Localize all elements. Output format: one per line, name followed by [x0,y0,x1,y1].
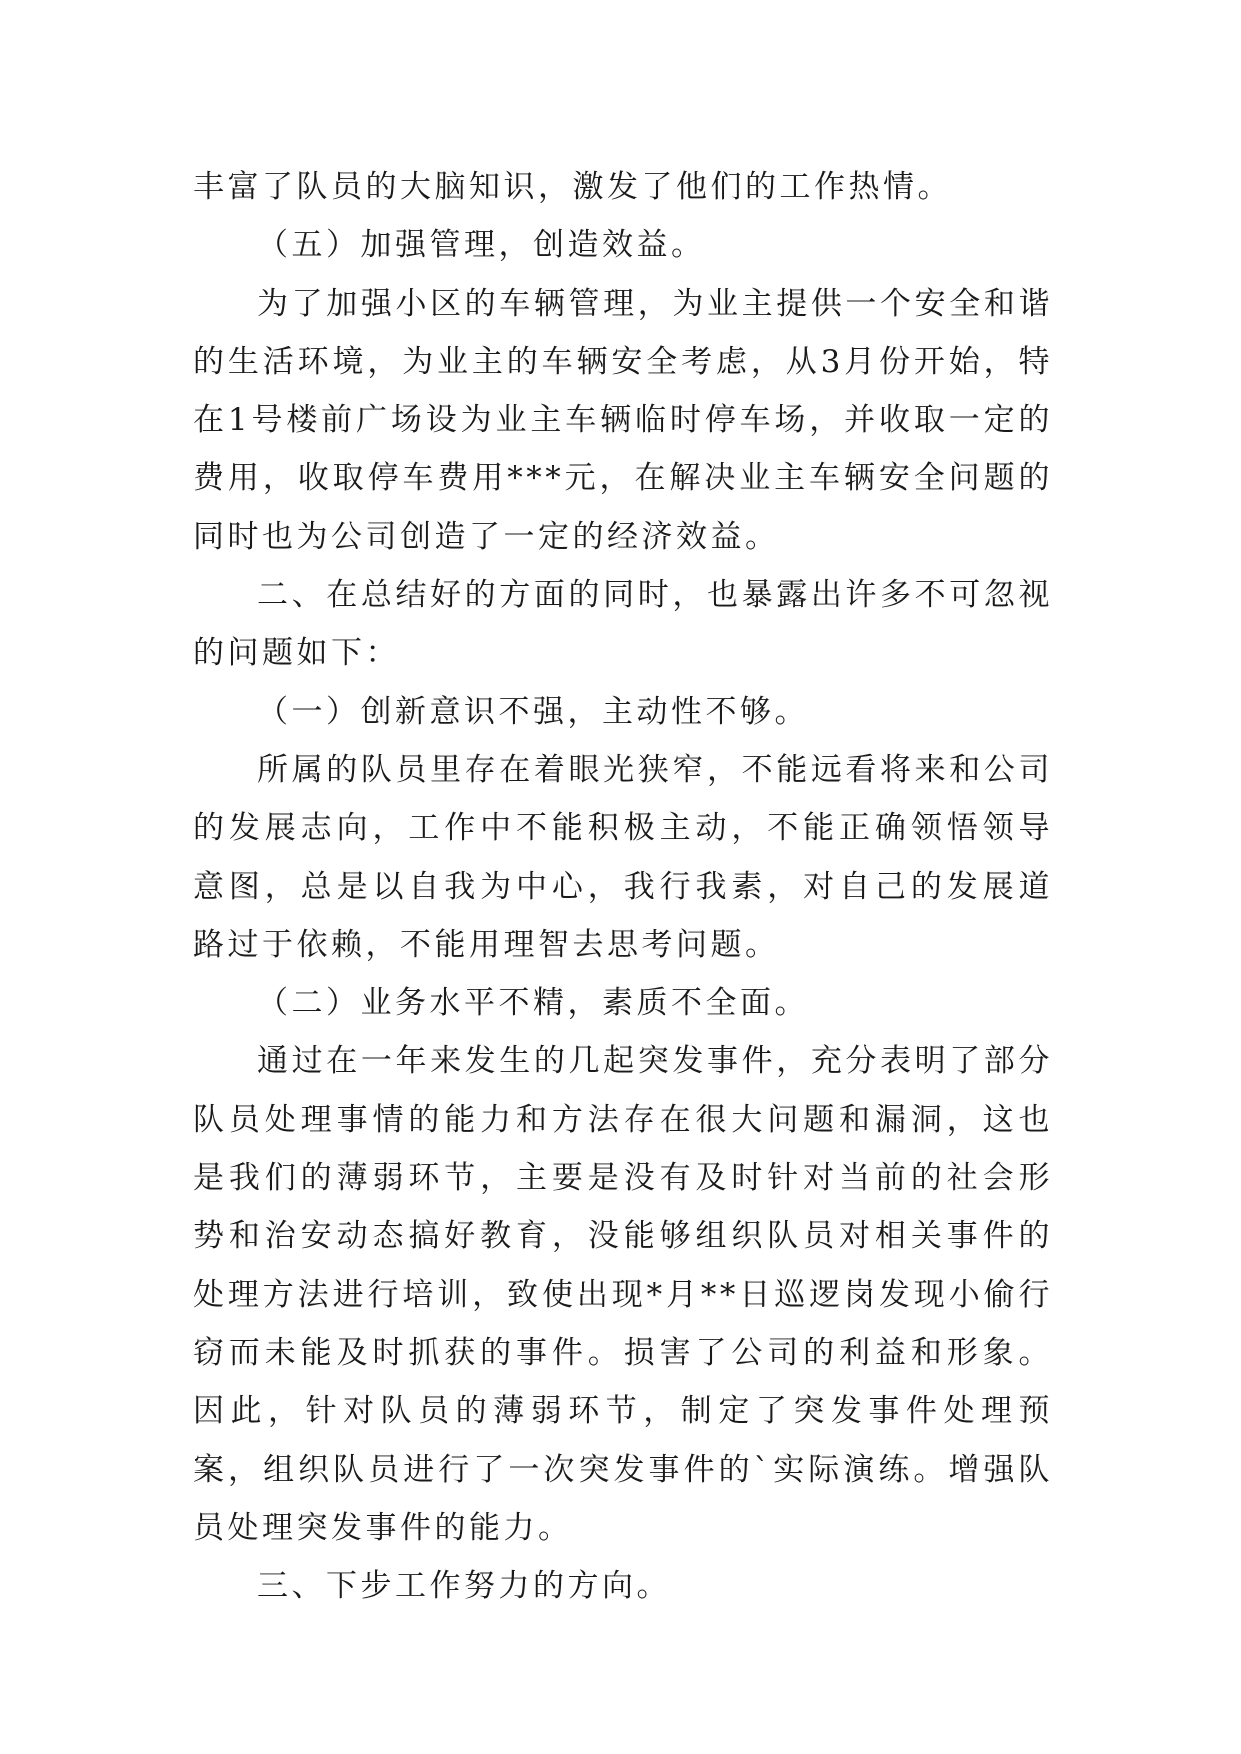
heading-section-two: 二、在总结好的方面的同时，也暴露出许多不可忽视的问题如下： [193,577,1053,672]
heading-section-three: 三、下步工作努力的方向。 [257,1568,671,1605]
paragraph-continuation: 丰富了队员的大脑知识，激发了他们的工作热情。 [193,169,952,205]
subheading-one: （一）创新意识不强，主动性不够。 [257,693,809,730]
subheading-five: （五）加强管理，创造效益。 [257,227,706,264]
paragraph-vehicle-management: 为了加强小区的车辆管理，为业主提供一个安全和谐的生活环境，为业主的车辆安全考虑，从3月份开始，特在1号楼前广场设为业主车辆临时停车场，并收取一定的费用，收取停车费用***元，在解决业主车辆安全问题的同时也为公司创造了一定的经济效益。 [193,285,1053,555]
paragraph-emergency: 通过在一年来发生的几起突发事件，充分表明了部分队员处理事情的能力和方法存在很大问题和漏洞，这也是我们的薄弱环节，主要是没有及时针对当前的社会形势和治安动态搞好教育，没能够组织队员对相关事件的处理方法进行培训，致使出现*月**日巡逻岗发现小偷行窃而未能及时抓获的事件。损害了公司的利益和形象。因此，针对队员的薄弱环节，制定了突发事件处理预案，组织队员进行了一次突发事件的`实际演练。增强队员处理突发事件的能力。 [193,1043,1053,1546]
subheading-two: （二）业务水平不精，素质不全面。 [257,985,809,1022]
paragraph-innovation: 所属的队员里存在着眼光狭窄，不能远看将来和公司的发展志向，工作中不能积极主动，不能正确领悟领导意图，总是以自我为中心，我行我素，对自己的发展道路过于依赖，不能用理智去思考问题。 [193,751,1053,963]
document-body [193,158,1053,1615]
